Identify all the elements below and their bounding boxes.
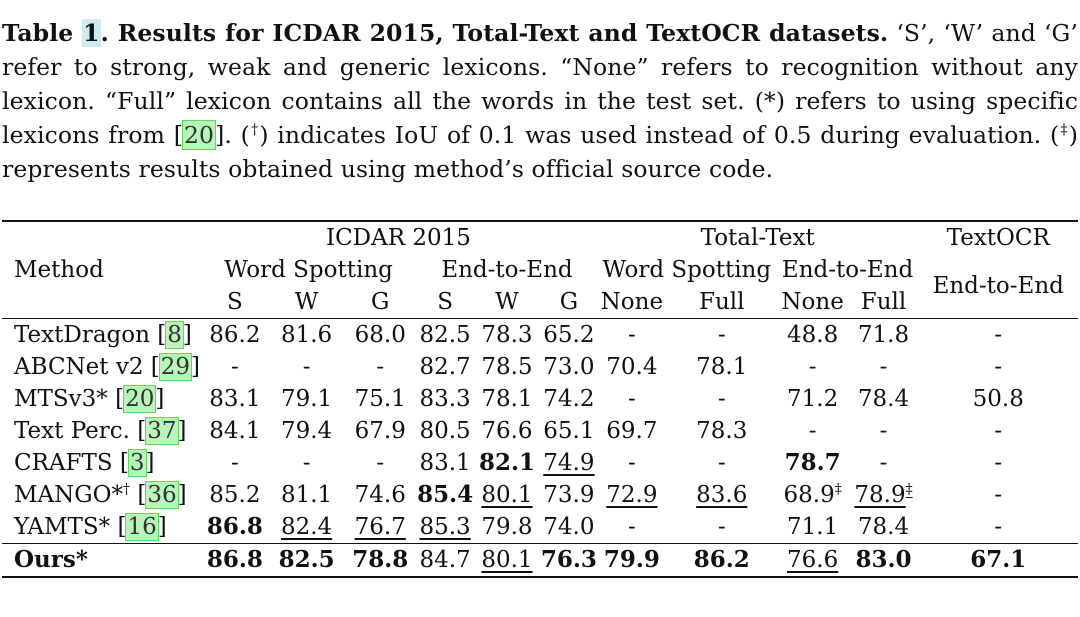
table-cell bbox=[849, 415, 919, 447]
table-cell bbox=[597, 544, 667, 578]
cell-value: - bbox=[302, 354, 311, 380]
table-cell bbox=[918, 511, 1078, 544]
cell-value: 74.9 bbox=[543, 450, 595, 476]
cell-value: - bbox=[994, 450, 1003, 476]
table-cell bbox=[918, 447, 1078, 479]
cell-value: 79.8 bbox=[481, 514, 533, 540]
cell-value: 78.3 bbox=[481, 322, 533, 348]
cell-value: 83.3 bbox=[419, 386, 471, 412]
cell-value: - bbox=[627, 322, 636, 348]
citation-link[interactable]: 20 bbox=[183, 121, 215, 149]
cell-value: 82.4 bbox=[280, 514, 333, 540]
table-cell bbox=[473, 415, 541, 447]
totaltext-word-spotting-header: Word Spotting bbox=[602, 257, 772, 283]
table-cell bbox=[849, 383, 919, 415]
table-row bbox=[2, 447, 1078, 479]
icdar-end-to-end-header: End-to-End bbox=[441, 257, 573, 283]
table-row-ours bbox=[2, 544, 1078, 578]
table-cell bbox=[777, 415, 849, 447]
cell-value: 76.6 bbox=[787, 547, 839, 573]
header-row-datasets bbox=[2, 221, 1078, 254]
caption-text: ) represents results obtained using method’s official source code. bbox=[2, 121, 1078, 183]
table-cell bbox=[541, 319, 597, 352]
cell-value: - bbox=[994, 514, 1003, 540]
cell-value: - bbox=[230, 354, 239, 380]
cell-value: 78.7 bbox=[784, 449, 841, 476]
table-cell bbox=[541, 479, 597, 511]
cell-value: 50.8 bbox=[972, 386, 1024, 412]
double-dagger-mark: ‡ bbox=[905, 481, 913, 498]
citation-link[interactable]: 36 bbox=[147, 482, 177, 508]
results-table bbox=[2, 220, 1078, 578]
table-cell bbox=[541, 511, 597, 544]
textocr-end-to-end-header: End-to-End bbox=[932, 273, 1064, 299]
cell-value: 85.2 bbox=[209, 482, 261, 508]
cell-value: - bbox=[376, 450, 385, 476]
table-cell bbox=[777, 383, 849, 415]
citation-link[interactable]: 37 bbox=[147, 418, 177, 444]
dagger-mark: † bbox=[123, 481, 131, 498]
table-cell bbox=[343, 351, 417, 383]
citation-link[interactable]: 8 bbox=[167, 322, 182, 348]
cell-value: 80.1 bbox=[481, 547, 533, 573]
table-cell bbox=[918, 479, 1078, 511]
table-cell bbox=[270, 383, 344, 415]
cell-value: - bbox=[994, 354, 1003, 380]
cell-value: 83.1 bbox=[209, 386, 261, 412]
citation-link[interactable]: 3 bbox=[129, 450, 145, 476]
cell-value: 68.9 bbox=[783, 482, 835, 508]
table-number[interactable]: 1 bbox=[83, 19, 100, 47]
table-cell bbox=[777, 511, 849, 544]
lexicon-header: Full bbox=[860, 289, 907, 315]
lexicon-header: W bbox=[294, 289, 319, 315]
table-row bbox=[2, 351, 1078, 383]
table-cell bbox=[541, 351, 597, 383]
table-cell bbox=[849, 544, 919, 578]
table-cell bbox=[417, 544, 473, 578]
cell-value: 78.4 bbox=[857, 514, 910, 540]
table-cell bbox=[667, 415, 777, 447]
cell-value: 82.5 bbox=[278, 546, 335, 573]
lexicon-header: S bbox=[437, 289, 453, 315]
cell-value: - bbox=[717, 514, 726, 540]
table-cell bbox=[473, 319, 541, 352]
cell-value: 84.7 bbox=[419, 547, 471, 573]
table-cell bbox=[667, 383, 777, 415]
table-cell bbox=[918, 319, 1078, 352]
cell-value: - bbox=[230, 450, 239, 476]
cell-value: 80.5 bbox=[419, 418, 471, 444]
lexicon-header: S bbox=[227, 289, 243, 315]
cell-value: 68.0 bbox=[354, 322, 406, 348]
method-name: ABCNet v2 [29] bbox=[14, 354, 201, 380]
table-cell bbox=[473, 479, 541, 511]
table-cell bbox=[473, 511, 541, 544]
cell-value: 74.6 bbox=[354, 482, 406, 508]
cell-value: 79.4 bbox=[280, 418, 333, 444]
double-dagger-mark: ‡ bbox=[834, 481, 842, 498]
cell-value: 74.0 bbox=[543, 514, 595, 540]
double-dagger-mark: ‡ bbox=[1059, 122, 1069, 139]
cell-value: 79.9 bbox=[603, 546, 660, 573]
table-cell bbox=[597, 319, 667, 352]
cell-value: 78.5 bbox=[481, 354, 533, 380]
table-cell bbox=[597, 415, 667, 447]
table-row bbox=[2, 415, 1078, 447]
cell-value: - bbox=[994, 482, 1003, 508]
table-cell bbox=[667, 319, 777, 352]
table-cell bbox=[777, 479, 849, 511]
cell-value: 78.4 bbox=[857, 386, 910, 412]
table-cell bbox=[343, 319, 417, 352]
lexicon-header: G bbox=[559, 289, 579, 315]
cell-value: 69.7 bbox=[606, 418, 658, 444]
citation-link[interactable]: 20 bbox=[125, 386, 155, 412]
cell-value: - bbox=[994, 322, 1003, 348]
table-cell bbox=[270, 319, 344, 352]
table-caption: Table 1. Results for ICDAR 2015, Total-Text and TextOCR datasets. ‘S’, ‘W’ and ‘G’ refer to strong, weak and generic lexicons. “None” refers to recognition without any lexicon. “Full” lexicon contains all the words in the test set. (*) refers to using specific lexicons from [20]. (†) indicates IoU of 0.1 was used instead of 0.5 during evaluation. (‡) represents results obtained using method’s official source code. bbox=[2, 19, 1078, 183]
method-name: TextDragon [8] bbox=[2, 319, 200, 352]
cell-value: 86.8 bbox=[206, 546, 263, 573]
table-cell bbox=[777, 351, 849, 383]
table-cell bbox=[777, 319, 849, 352]
cell-value: 71.1 bbox=[787, 514, 839, 540]
table-cell bbox=[270, 544, 344, 578]
table-cell bbox=[667, 447, 777, 479]
method-label: MANGO* bbox=[14, 482, 124, 508]
caption-label-prefix: Table bbox=[2, 19, 83, 47]
cell-value: - bbox=[808, 354, 817, 380]
cell-value: 67.1 bbox=[970, 546, 1027, 573]
table-cell bbox=[667, 511, 777, 544]
table-cell bbox=[270, 351, 344, 383]
table-cell bbox=[667, 479, 777, 511]
table-cell bbox=[200, 479, 270, 511]
cell-value: 76.7 bbox=[354, 514, 406, 540]
table-cell bbox=[343, 383, 417, 415]
cell-value: 70.4 bbox=[606, 354, 658, 380]
caption-text: ) indicates IoU of 0.1 was used instead of 0.5 during evaluation. ( bbox=[259, 121, 1060, 149]
table-cell bbox=[597, 479, 667, 511]
cell-value: 72.9 bbox=[606, 482, 658, 508]
table-cell bbox=[200, 511, 270, 544]
table-cell bbox=[849, 319, 919, 352]
cell-value: 73.0 bbox=[543, 354, 595, 380]
cell-value: 81.1 bbox=[280, 482, 333, 508]
cell-value: 74.2 bbox=[543, 386, 595, 412]
icdar-header: ICDAR 2015 bbox=[200, 221, 597, 254]
lexicon-header: W bbox=[495, 289, 519, 315]
cell-value: 48.8 bbox=[787, 322, 839, 348]
cell-value: 83.0 bbox=[855, 546, 912, 573]
lexicon-header: None bbox=[781, 289, 844, 315]
table-cell bbox=[270, 415, 344, 447]
method-name: Text Perc. [37] bbox=[14, 418, 187, 444]
cell-value: 80.1 bbox=[481, 482, 533, 508]
cell-value: 73.9 bbox=[543, 482, 595, 508]
cell-value: - bbox=[717, 450, 726, 476]
cell-value: 79.1 bbox=[280, 386, 333, 412]
cell-value: - bbox=[879, 418, 888, 444]
cell-value: - bbox=[627, 386, 636, 412]
lexicon-header: Full bbox=[699, 289, 745, 315]
cell-value: 86.8 bbox=[206, 513, 263, 540]
cell-value: 76.3 bbox=[540, 546, 597, 573]
table-cell bbox=[918, 544, 1078, 578]
cell-value: 65.2 bbox=[543, 322, 595, 348]
table-cell bbox=[343, 479, 417, 511]
table-cell bbox=[849, 479, 919, 511]
cell-value: 71.2 bbox=[787, 386, 839, 412]
method-label: CRAFTS bbox=[14, 450, 120, 476]
table-cell bbox=[200, 544, 270, 578]
cell-value: 86.2 bbox=[209, 322, 261, 348]
table-cell bbox=[417, 415, 473, 447]
table-cell bbox=[270, 447, 344, 479]
method-label: TextDragon bbox=[14, 322, 158, 348]
cell-value: 78.1 bbox=[481, 386, 533, 412]
cell-value: - bbox=[994, 418, 1003, 444]
cell-value: 71.8 bbox=[857, 322, 910, 348]
cell-value: - bbox=[879, 354, 888, 380]
table-row bbox=[2, 383, 1078, 415]
cell-value: 67.9 bbox=[354, 418, 406, 444]
method-name: MTSv3* [20] bbox=[14, 386, 165, 412]
table-cell bbox=[200, 319, 270, 352]
cell-value: - bbox=[717, 322, 726, 348]
citation-link[interactable]: 29 bbox=[160, 354, 191, 380]
caption-label bbox=[2, 19, 888, 47]
cell-value: - bbox=[627, 514, 636, 540]
lexicon-header: None bbox=[600, 289, 664, 315]
cell-value: - bbox=[302, 450, 311, 476]
cell-value: 83.1 bbox=[419, 450, 471, 476]
totaltext-header: Total-Text bbox=[597, 221, 919, 254]
table-cell bbox=[473, 447, 541, 479]
table-cell bbox=[200, 351, 270, 383]
caption-text: ]. ( bbox=[215, 121, 250, 149]
table-cell bbox=[541, 544, 597, 578]
table-cell bbox=[667, 544, 777, 578]
method-header: Method bbox=[2, 221, 200, 319]
cell-value: 85.4 bbox=[417, 481, 474, 508]
table-cell bbox=[417, 447, 473, 479]
table-cell bbox=[849, 447, 919, 479]
lexicon-header: G bbox=[371, 289, 390, 315]
table-cell bbox=[918, 351, 1078, 383]
cell-value: - bbox=[717, 386, 726, 412]
cell-value: 83.6 bbox=[696, 482, 748, 508]
table-cell bbox=[597, 351, 667, 383]
dagger-mark: † bbox=[249, 122, 260, 139]
table-cell bbox=[849, 511, 919, 544]
cell-value: 78.3 bbox=[696, 418, 748, 444]
table-cell bbox=[597, 447, 667, 479]
table-cell bbox=[849, 351, 919, 383]
cell-value: 76.6 bbox=[481, 418, 533, 444]
table-cell bbox=[667, 351, 777, 383]
totaltext-end-to-end-header: End-to-End bbox=[781, 257, 914, 283]
table-cell bbox=[417, 319, 473, 352]
cell-value: 86.2 bbox=[693, 546, 750, 573]
cell-value: 78.8 bbox=[352, 546, 409, 573]
table-cell bbox=[200, 447, 270, 479]
table-cell bbox=[777, 544, 849, 578]
table-cell bbox=[541, 447, 597, 479]
cell-value: - bbox=[879, 450, 888, 476]
table-cell bbox=[343, 447, 417, 479]
caption-label-title: . Results for ICDAR 2015, Total-Text and TextOCR datasets. bbox=[100, 19, 889, 47]
cell-value: - bbox=[627, 450, 636, 476]
method-name: YAMTS* [16] bbox=[14, 514, 167, 540]
table-cell bbox=[417, 511, 473, 544]
cell-value: 82.5 bbox=[419, 322, 471, 348]
method-label: MTSv3* bbox=[14, 386, 116, 412]
icdar-word-spotting-header: Word Spotting bbox=[224, 257, 393, 283]
cell-value: 82.7 bbox=[419, 354, 471, 380]
method-name: CRAFTS [3] bbox=[14, 450, 155, 476]
method-name: Ours* bbox=[2, 544, 200, 578]
table-cell bbox=[541, 383, 597, 415]
table-row bbox=[2, 479, 1078, 511]
cell-value: 65.1 bbox=[543, 418, 595, 444]
citation-link[interactable]: 16 bbox=[127, 514, 157, 540]
caption-text: ‘S’, ‘W’ and ‘G’ refer to strong, weak and generic lexicons. “None” refers to recognition without any lexicon. “Full” lexicon contains all the words in the test set. (*) refers to using specific lexicons from bbox=[2, 19, 1078, 149]
table-cell bbox=[200, 415, 270, 447]
table-cell bbox=[270, 479, 344, 511]
textocr-header: TextOCR bbox=[918, 221, 1078, 254]
table-cell bbox=[343, 415, 417, 447]
cell-value: 78.9 bbox=[854, 482, 906, 508]
table-cell bbox=[343, 544, 417, 578]
table-row bbox=[2, 319, 1078, 352]
cell-value: 84.1 bbox=[209, 418, 261, 444]
cell-value: 78.1 bbox=[696, 354, 748, 380]
cell-value: 82.1 bbox=[478, 449, 535, 476]
method-label: YAMTS* bbox=[14, 514, 118, 540]
table-cell bbox=[777, 447, 849, 479]
cell-value: 85.3 bbox=[419, 514, 471, 540]
method-label: ABCNet v2 bbox=[14, 354, 151, 380]
table-cell bbox=[541, 415, 597, 447]
table-cell bbox=[343, 511, 417, 544]
table-cell bbox=[417, 351, 473, 383]
cell-value: - bbox=[376, 354, 385, 380]
table-cell bbox=[200, 383, 270, 415]
method-label: Text Perc. bbox=[14, 418, 138, 444]
table-cell bbox=[597, 511, 667, 544]
table-cell bbox=[597, 383, 667, 415]
table-cell bbox=[918, 415, 1078, 447]
table-row bbox=[2, 511, 1078, 544]
table-cell bbox=[473, 544, 541, 578]
table-cell bbox=[270, 511, 344, 544]
table-cell bbox=[473, 383, 541, 415]
table-cell bbox=[473, 351, 541, 383]
cell-value: 81.6 bbox=[280, 322, 333, 348]
table-cell bbox=[417, 383, 473, 415]
cell-value: 75.1 bbox=[354, 386, 406, 412]
table-cell bbox=[918, 383, 1078, 415]
table-cell bbox=[417, 479, 473, 511]
method-name: MANGO*† [36] bbox=[14, 481, 187, 508]
cell-value: - bbox=[808, 418, 817, 444]
